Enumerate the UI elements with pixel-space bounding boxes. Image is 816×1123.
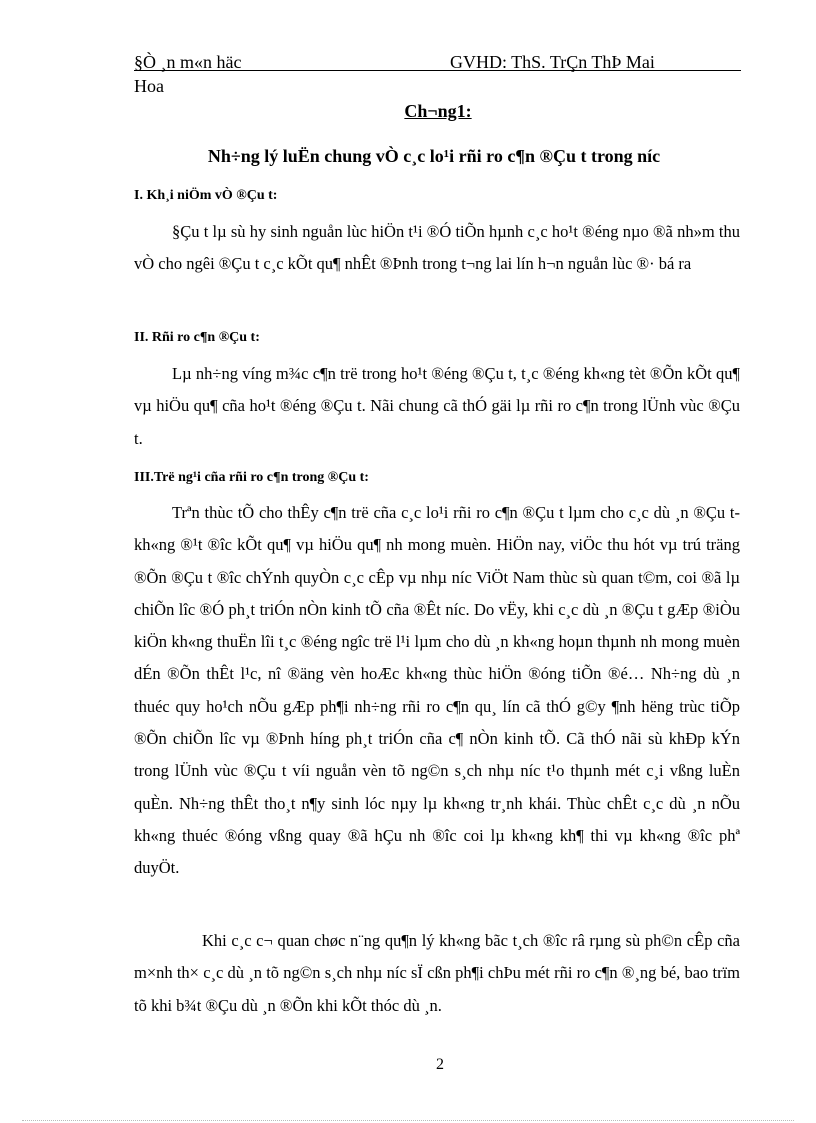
chapter-label: Ch¬ng1: (404, 101, 472, 121)
page-number: 2 (436, 1056, 444, 1073)
section-paragraph-4: Khi c¸c c¬ quan chøc n¨ng qu¶n lý kh«ng bãc t¸ch ®îc râ rµng sù ph©n cÊp cña m×nh th× c¸c dù ¸n tõ ng©n s¸ch nhµ níc sÏ cßn ph¶i chÞu mét rñi ro c¶n ®¸ng bé, bao trïm tõ khi b¾t ®Çu dù ¸n ®Õn khi kÕt thóc dù ¸n. (134, 931, 740, 1015)
footer-rule (22, 1120, 794, 1121)
chapter-title: Nh÷ng lý luËn chung vÒ c¸c lo¹i rñi ro c¶n ®Çu t trong níc (207, 146, 661, 166)
header-instructor: GVHD: ThS. TrÇn ThÞ Mai (450, 52, 655, 72)
section-paragraph-2: Lµ nh÷ng víng m¾c c¶n trë trong ho¹t ®éng ®Çu t, t¸c ®éng kh«ng tèt ®Õn kÕt qu¶ vµ hiÖu qu¶ cña ho¹t ®éng ®Çu t. Nãi chung cã thÓ gäi lµ rñi ro c¶n trong lÜnh vùc ®Çu t. (134, 364, 740, 448)
section-heading-1: I. Kh¸i niÖm vÒ ®Çu t: (134, 188, 278, 203)
header-instructor-continuation: Hoa (134, 76, 164, 96)
section-heading-2: II. Rñi ro c¶n ®Çu t: (134, 330, 260, 345)
section-paragraph-1: §Çu t lµ sù hy sinh nguån lùc hiÖn t¹i ®Ó tiÕn hµnh c¸c ho¹t ®éng nµo ®ã nh»m thu vÒ cho ngêi ®Çu t c¸c kÕt qu¶ nhÊt ®Þnh trong t¬ng lai lín h¬n nguån lùc ®· bá ra (134, 222, 740, 274)
header-rule (134, 70, 741, 71)
section-heading-3: III.Trë ng¹i cña rñi ro c¶n trong ®Çu t: (134, 470, 369, 485)
section-paragraph-3: Trªn thùc tÕ cho thÊy c¶n trë cña c¸c lo¹i rñi ro c¶n ®Çu t lµm cho c¸c dù ¸n ®Çu t kh«ng ®¹t ®îc kÕt qu¶ vµ hiÖu qu¶ nh mong muèn. HiÖn nay, viÖc thu hót vµ trú träng ®Õn ®Çu t ®îc chÝnh quyÒn c¸c cÊp vµ nhµ níc ViÖt Nam thùc sù quan t©m, coi ®ã lµ chiÕn lîc ®Ó ph¸t triÓn nÒn kinh tÕ cña ®Êt níc. Do vËy, khi c¸c dù ¸n ®Çu t gÆp ®iÒu kiÖn kh«ng thuËn lîi t¸c ®éng ngîc trë l¹i lµm cho dù ¸n kh«ng hoµn thµnh nh mong muèn dÉn ®Õn thÊt l¹c, nî ®äng vèn hoÆc kh«ng thùc hiÖn ®óng tiÕn ®é… Nh÷ng dù ¸n thuéc quy ho¹ch nÕu gÆp ph¶i nh÷ng rñi ro c¶n qu¸ lín cã thÓ g©y ¶nh hëng trùc tiÕp ®Õn chiÕn lîc vµ ®Þnh híng ph¸t triÓn cña c¶ nÒn kinh tÕ. Cã thÓ nãi sù khÐp kÝn trong lÜnh vùc ®Çu t víi nguån vèn tõ ng©n s¸ch nhµ níc t¹o thµnh mét c¸i vßng luÈn quÈn. Nh÷ng thÊt tho¸t n¶y sinh lóc nµy lµ kh«ng tr¸nh khái. Thùc chÊt c¸c dù ¸n nÕu kh«ng thuéc ®óng vßng quay ®ã hÇu nh ®îc coi lµ kh«ng kh¶ thi vµ kh«ng ®îc phª duyÖt. (134, 503, 740, 878)
header-course-title: §Ò ¸n m«n häc (134, 52, 242, 72)
